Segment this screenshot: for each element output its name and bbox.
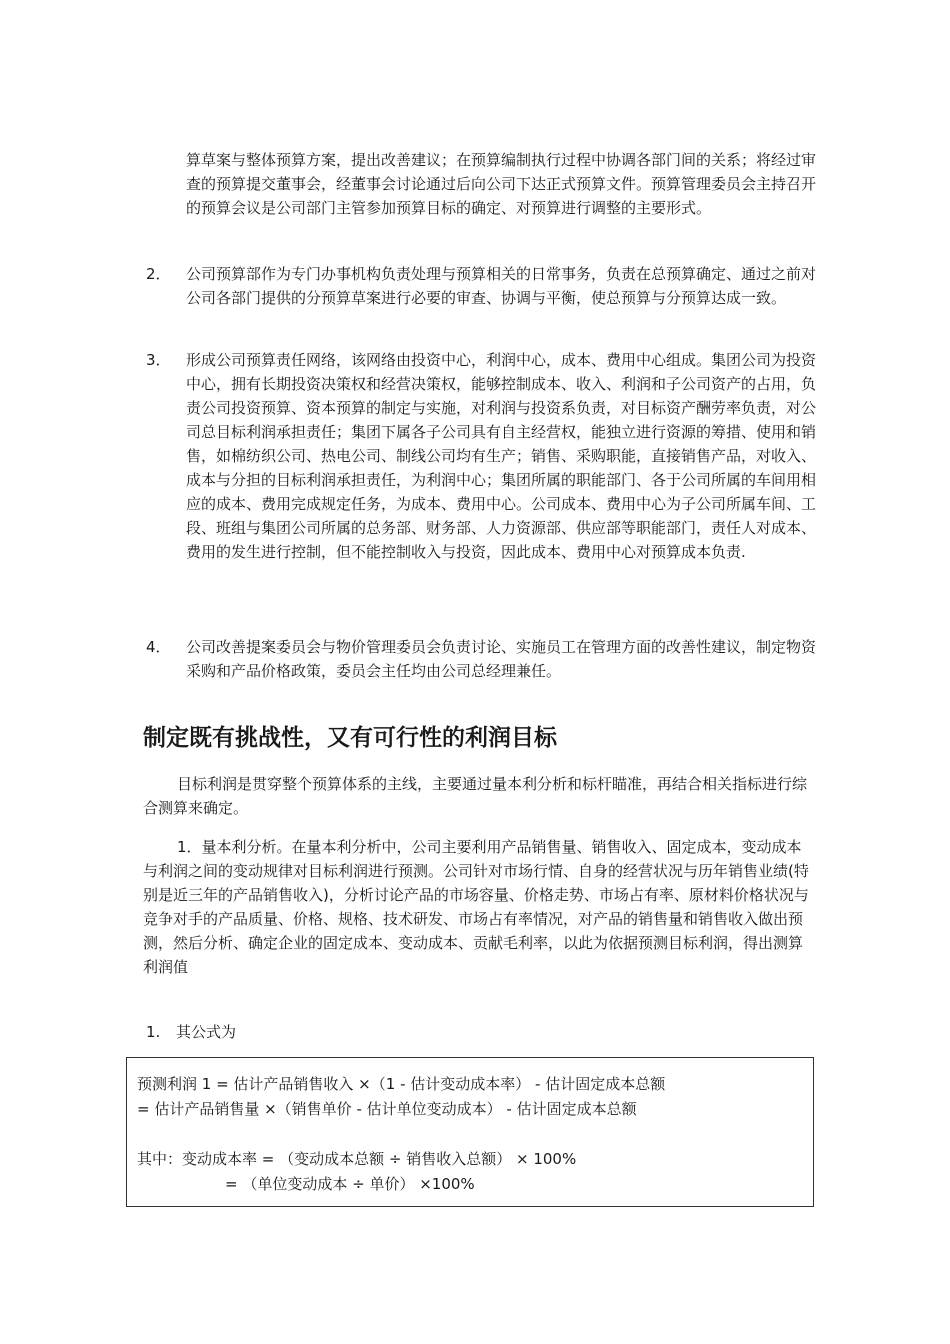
formula-line: 预测利润 1 = 估计产品销售收入 ×（1 - 估计变动成本率） - 估计固定成本总额 — [137, 1075, 666, 1093]
formula-label-text: 其公式为 — [176, 1023, 237, 1041]
formula-box — [126, 1057, 814, 1207]
list-item-text: 公司预算部作为专门办事机构负责处理与预算相关的日常事务，负责在总预算确定、通过之前对公司各部门提供的分预算草案进行必要的审查、协调与平衡，使总预算与分预算达成一致。 — [186, 265, 817, 307]
list-item-number: 2． — [146, 265, 171, 283]
body-paragraph: 目标利润是贯穿整个预算体系的主线，主要通过量本利分析和标杆瞄准，再结合相关指标进行综合测算来确定。 — [143, 775, 808, 817]
formula-line: = 估计产品销售量 ×（销售单价 - 估计单位变动成本） - 估计固定成本总额 — [137, 1100, 637, 1118]
continuation-paragraph: 算草案与整体预算方案，提出改善建议；在预算编制执行过程中协调各部门间的关系；将经过审查的预算提交董事会，经董事会讨论通过后向公司下达正式预算文件。预算管理委员会主持召开的预算会议是公司部门主管参加预算目标的确定、对预算进行调整的主要形式。 — [186, 151, 817, 217]
list-item-number: 3． — [146, 351, 171, 369]
formula-line: = （单位变动成本 ÷ 单价） ×100% — [225, 1175, 475, 1193]
list-item-text: 公司改善提案委员会与物价管理委员会负责讨论、实施员工在管理方面的改善性建议，制定物资采购和产品价格政策，委员会主任均由公司总经理兼任。 — [186, 638, 817, 680]
list-item-text: 形成公司预算责任网络，该网络由投资中心，利润中心，成本、费用中心组成。集团公司为投资中心，拥有长期投资决策权和经营决策权，能够控制成本、收入、利润和子公司资产的占用，负责公司投资预算、资本预算的制定与实施，对利润与投资系负责，对目标资产酬劳率负责，对公司总目标利润承担责任；集团下属各子公司具有自主经营权，能独立进行资源的筹措、使用和销售，如棉纺织公司、热电公司、制线公司均有生产；销售、采购职能，直接销售产品，对收入、成本与分担的目标利润承担责任，为利润中心；集团所属的职能部门、各于公司所属的车间用相应的成本、费用完成规定任务，为成本、费用中心。公司成本、费用中心为子公司所属车间、工段、班组与集团公司所属的总务部、财务部、人力资源部、供应部等职能部门，责任人对成本、费用的发生进行控制，但不能控制收入与投资，因此成本、费用中心对预算成本负责. — [186, 351, 817, 561]
body-paragraph: 1．量本利分析。在量本利分析中，公司主要利用产品销售量、销售收入、固定成本，变动成本与利润之间的变动规律对目标利润进行预测。公司针对市场行情、自身的经营状况与历年销售业绩(特别是近三年的产品销售收入)，分析讨论产品的市场容量、价格走势、市场占有率、原材料价格状况与竞争对手的产品质量、价格、规格、技术研发、市场占有率情况，对产品的销售量和销售收入做出预测，然后分析、确定企业的固定成本、变动成本、贡献毛利率，以此为依据预测目标利润，得出测算利润值 — [143, 838, 809, 976]
section-heading: 制定既有挑战性，又有可行性的利润目标 — [143, 725, 557, 751]
formula-label — [146, 1020, 236, 1044]
formula-label-number: 1. — [146, 1023, 161, 1041]
list-item-number: 4． — [146, 638, 171, 656]
formula-line: 其中：变动成本率 = （变动成本总额 ÷ 销售收入总额） × 100% — [137, 1150, 577, 1168]
